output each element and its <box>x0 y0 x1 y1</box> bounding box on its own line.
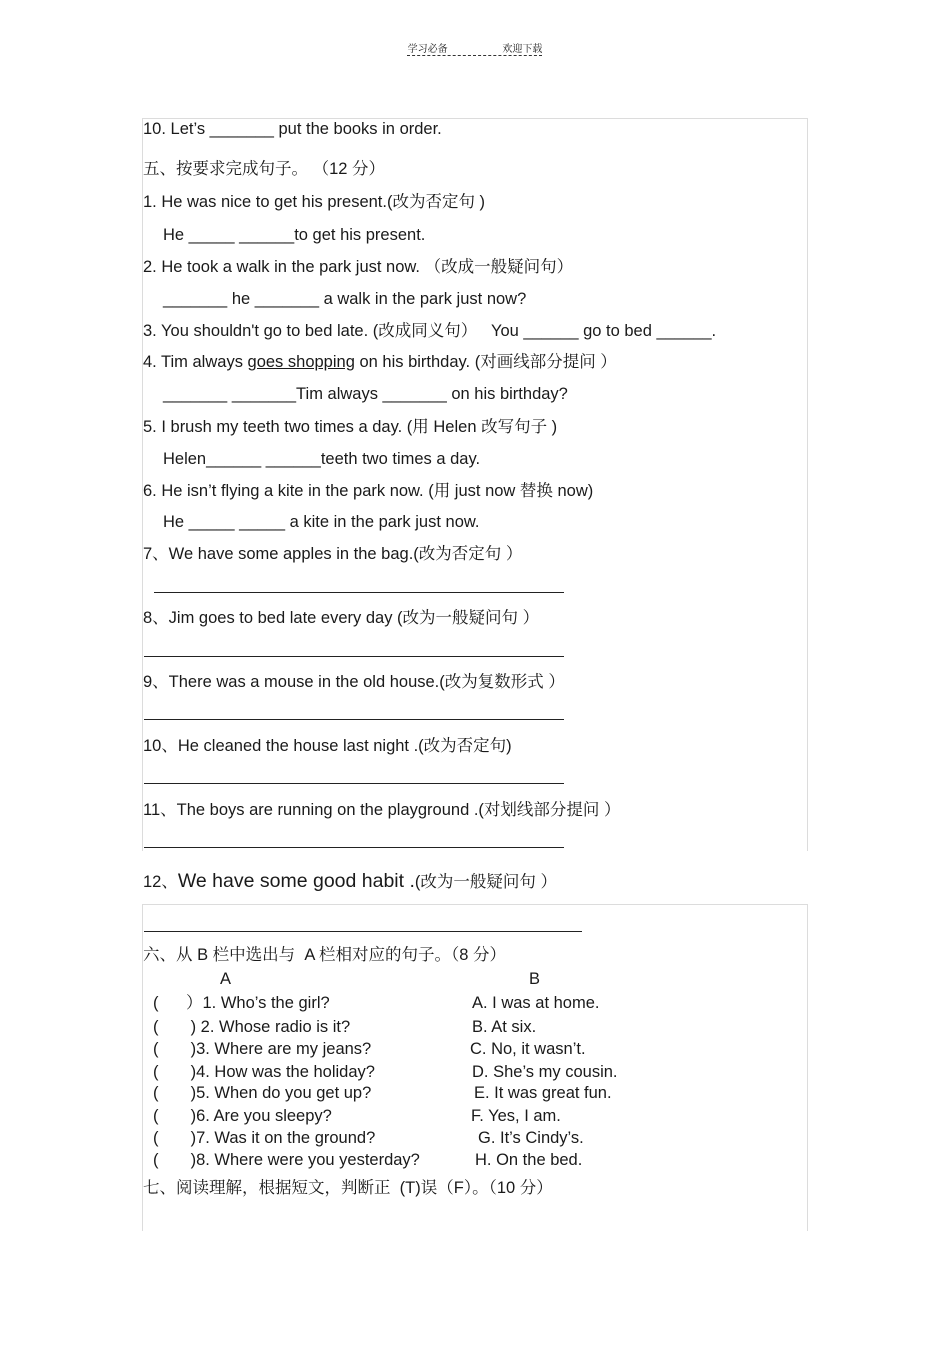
answer-line-12[interactable] <box>144 931 582 932</box>
s5-q3: 3. You shouldn't go to bed late. (改成同义句） You ______ go to bed ______. <box>143 322 717 340</box>
match-question: ( )3. Where are my jeans? <box>153 1040 372 1058</box>
s5-q8: 8、Jim goes to bed late every day (改为一般疑问句 ） <box>143 609 540 627</box>
match-option: G. It’s Cindy’s. <box>478 1129 584 1147</box>
s5-q12-number: 12、 <box>143 873 178 891</box>
match-option: A. I was at home. <box>472 994 600 1012</box>
s5-q4 <box>143 352 617 372</box>
answer-line-11[interactable] <box>144 847 564 848</box>
section-5-title: 五、按要求完成句子。 （12 分） <box>143 160 386 178</box>
answer-line-7[interactable] <box>154 592 564 593</box>
answer-line-9[interactable] <box>144 719 564 720</box>
match-option: F. Yes, I am. <box>471 1107 561 1125</box>
section-6-title: 六、从 B 栏中选出与 A 栏相对应的句子。（8 分） <box>143 946 507 964</box>
match-option: B. At six. <box>472 1018 537 1036</box>
s5-q4-answer: _______ _______Tim always _______ on his birthday? <box>163 385 568 403</box>
s5-q9: 9、There was a mouse in the old house.(改为复数形式 ） <box>143 673 565 691</box>
s5-q4-pre: 4. Tim always <box>143 353 248 371</box>
s5-q10: 10、He cleaned the house last night .(改为否定句) <box>143 737 512 755</box>
s5-q2-answer: _______ he _______ a walk in the park just now? <box>163 290 527 308</box>
match-question: ( )5. When do you get up? <box>153 1084 372 1102</box>
match-question: ( )6. Are you sleepy? <box>153 1107 332 1125</box>
header-divider <box>407 55 542 56</box>
match-question: ( )8. Where were you yesterday? <box>153 1151 420 1169</box>
section-7-title: 七、阅读理解，根据短文，判断正 (T)误（F）。（10 分） <box>143 1179 553 1197</box>
s5-q1: 1. He was nice to get his present.(改为否定句 ) <box>143 193 486 211</box>
s5-q12 <box>143 871 557 892</box>
match-option: H. On the bed. <box>475 1151 583 1169</box>
page-header <box>0 40 950 55</box>
header-right: 欢迎下载 <box>502 44 543 55</box>
match-question: ( )7. Was it on the ground? <box>153 1129 376 1147</box>
s5-q11: 11、The boys are running on the playground .(对划线部分提问 ） <box>143 801 621 819</box>
match-option: E. It was great fun. <box>474 1084 612 1102</box>
s5-q5-answer: Helen______ ______teeth two times a day. <box>163 450 481 468</box>
header-left: 学习必备 <box>407 44 448 55</box>
s5-q5: 5. I brush my teeth two times a day. (用 Helen 改写句子 ) <box>143 418 558 436</box>
s5-q12-instruction: (改为一般疑问句 ） <box>414 873 557 891</box>
s5-q1-answer: He _____ ______to get his present. <box>163 226 426 244</box>
s5-q6: 6. He isn’t flying a kite in the park now. (用 just now 替换 now) <box>143 482 594 500</box>
answer-line-10[interactable] <box>144 783 564 784</box>
s5-q4-post: on his birthday. (对画线部分提问 ） <box>354 353 617 371</box>
s5-q6-answer: He _____ _____ a kite in the park just now. <box>163 513 480 531</box>
match-question: ( ) 2. Whose radio is it? <box>153 1018 351 1036</box>
answer-line-8[interactable] <box>144 656 564 657</box>
s5-q4-underlined: goes shopping <box>247 353 355 371</box>
s5-q2: 2. He took a walk in the park just now. （改成一般疑问句） <box>143 258 574 276</box>
match-question: ( ）1. Who’s the girl? <box>153 994 330 1012</box>
match-option: C. No, it wasn’t. <box>470 1040 586 1058</box>
column-b-header: B <box>529 970 541 988</box>
column-a-header: A <box>220 970 232 988</box>
question-10-prev: 10. Let’s _______ put the books in order. <box>143 120 442 138</box>
s5-q7: 7、We have some apples in the bag.(改为否定句 ） <box>143 545 523 563</box>
match-question: ( )4. How was the holiday? <box>153 1063 375 1081</box>
s5-q12-sentence: We have some good habit . <box>177 870 415 892</box>
match-option: D. She’s my cousin. <box>472 1063 618 1081</box>
